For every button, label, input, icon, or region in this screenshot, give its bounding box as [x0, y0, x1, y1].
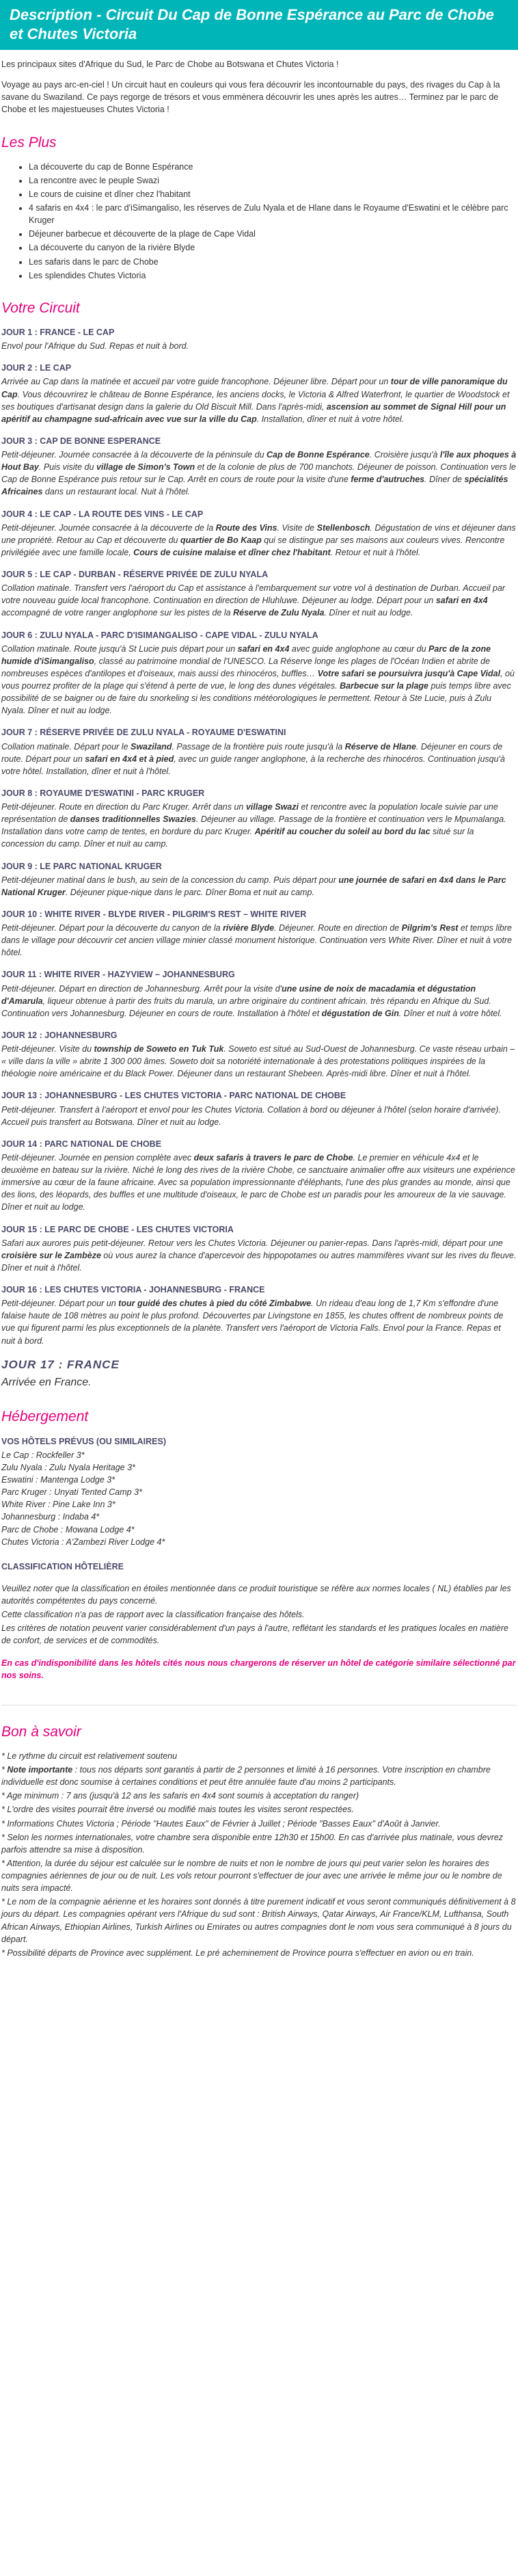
info-line: * Possibilité départs de Province avec supplément. Le pré acheminement de Province pourra s'effectuer en avion ou en train.	[1, 1948, 474, 1958]
plus-item: • La rencontre avec le peuple Swazi	[29, 174, 517, 187]
info-line: * Le rythme du circuit est relativement soutenu	[1, 1751, 178, 1761]
day-title: JOUR 10 : WHITE RIVER - BLYDE RIVER - PILGRIM'S REST – WHITE RIVER	[1, 909, 307, 919]
classification-line: Veuillez noter que la classification en étoiles mentionnée dans ce produit touristique se réfère aux normes locales ( NL) établies par les autorités compétentes du pays concerné.	[1, 1583, 511, 1606]
day-description: Petit-déjeuner. Journée consacrée à la découverte de la Route des Vins. Visite de Stellenbosch. Dégustation de vins et déjeuner dans une propriété. Retour au Cap et découverte du quartier de Bo Kaap qui se distingue par ses maisons aux couleurs vives. Rencontre privilégiée avec une famille locale, Cours de cuisine malaise et dîner chez l'habitant. Retour et nuit à l'hôtel.	[1, 522, 516, 557]
day-title: JOUR 3 : CAP DE BONNE ESPERANCE	[1, 436, 161, 446]
day-description: Petit-déjeuner. Journée consacrée à la découverte de la péninsule du Cap de Bonne Espérance. Croisière jusqu'à l'île aux phoques à Hout Bay. Puis visite du village de Simon's Town et de la colonie de plus de 700 manchots. Déjeuner de poisson. Continuation vers le Cap de Bonne Espérance puis retour sur le Cap. Arrêt en cours de route pour la visite d'une ferme d'autruches. Dîner de spécialités Africaines dans un restaurant local. Nuit à l'hôtel.	[1, 450, 517, 497]
day-block	[1, 1284, 517, 1347]
classification-line: Cette classification n'a pas de rapport avec la classification française des hôtels.	[1, 1610, 305, 1620]
day-description: Petit-déjeuner. Route en direction du Parc Kruger. Arrêt dans un village Swazi et rencontre avec la population locale suivie par une représentation de danses traditionnelles Swazies. Déjeuner au village. Passage de la frontière et continuation vers le Mpumalanga. Installation dans votre camp de tentes, en bordure du parc Kruger. Apéritif au coucher du soleil au bord du lac situé sur la concession du camp. Dîner et nuit au camp.	[1, 802, 506, 849]
day-block	[1, 629, 517, 717]
day-block	[1, 1138, 517, 1214]
info-line: * L'ordre des visites pourrait être inversé ou modifié mais toutes les visites seront respectées.	[1, 1805, 354, 1815]
classification-text	[1, 1582, 517, 1647]
day-block	[1, 860, 517, 899]
hotel-item: Parc de Chobe : Mowana Lodge 4*	[1, 1524, 135, 1535]
hotel-item: Eswatini : Mantenga Lodge 3*	[1, 1475, 115, 1485]
plus-list	[29, 161, 517, 282]
classification-title: CLASSIFICATION HÔTELIÈRE	[1, 1561, 124, 1571]
hebergement-heading: Hébergement	[1, 1409, 89, 1425]
bon-a-savoir-heading: Bon à savoir	[1, 1723, 81, 1740]
plus-item: • La découverte du cap de Bonne Espérance	[29, 161, 517, 173]
day-title: JOUR 15 : LE PARC DE CHOBE - LES CHUTES VICTORIA	[1, 1224, 234, 1234]
hotel-item: Parc Kruger : Unyati Tented Camp 3*	[1, 1487, 142, 1498]
info-line: * Informations Chutes Victoria ; Période "Hautes Eaux" de Février à Juillet ; Période "Basses Eaux" d'Août à Janvier.	[1, 1818, 441, 1829]
info-line: * Selon les normes internationales, votre chambre sera disponible entre 12h30 et 15h00. En cas d'arrivée plus matinale, vous devrez parfois attendre sa mise à disposition.	[1, 1832, 504, 1855]
hotels-list	[1, 1449, 517, 1548]
day-block	[1, 1089, 517, 1128]
day-description: Petit-déjeuner. Départ en direction de Johannesburg. Arrêt pour la visite d'une usine de noix de macadamia et dégustation d'Amarula, liqueur obtenue à partir des fruits du marula, un arbre originaire du continent africain. très répandu en Afrique du Sud. Continuation vers Johannesburg. Déjeuner en cours de route. Installation à l'hôtel et dégustation de Gin. Dîner et nuit à votre hôtel.	[1, 983, 502, 1018]
day-block	[1, 435, 517, 499]
hotel-item: Chutes Victoria : A'Zambezi River Lodge 4*	[1, 1537, 165, 1547]
day-block	[1, 568, 517, 620]
day-description: Petit-déjeuner. Visite du township de Soweto en Tuk Tuk. Soweto est situé au Sud-Ouest de Johannesburg. Ce vaste réseau urbain – « ville dans la ville » abrite 1 300 000 âmes. Soweto doit sa notoriété internationale à des protestations politiques inspirées de la théologie noire américaine et du Black Power. Déjeuner dans un restaurant Shebeen. Après-midi libre. Dîner et nuit à l'hôtel.	[1, 1044, 515, 1079]
info-line: * Note importante : tous nos départs sont garantis à partir de 2 personnes et limité à 16 personnes. Votre inscription en chambre individuelle est donc soumise à certaines conditions et peut être annulée faute d'au moins 2 participants.	[1, 1765, 491, 1788]
day-description: Petit-déjeuner. Départ pour un tour guidé des chutes à pied du côté Zimbabwe. Un rideau d'eau long de 1,7 Km s'effondre d'une falaise haute de 108 mètres au point le plus profond. Découvertes par Livingstone en 1855, les chutes offrent de nombreux points de vue qui figurent parmi les plus exceptionnels de la planète. Transfert vers l'aéroport de Victoria Falls. Envol pour la France. Repas et nuit à bord.	[1, 1299, 504, 1346]
day-description: Petit-déjeuner. Journée en pension complète avec deux safaris à travers le parc de Chobe. Le premier en véhicule 4x4 et le deuxième en bateau sur la rivière. Niché le long des rives de la rivière Chobe, ce sanctuaire animalier offre aux visiteurs une expérience immersive au cœur de la faune africaine. Avec sa population impressionnante d'éléphants, l'une des plus grandes au monde, ainsi que des lions, des léopards, des buffles et une multitude d'oiseaux, le parc de Chobe est un paradis pour les amoureux de la vie sauvage. Dîner et nuit au lodge.	[1, 1152, 515, 1212]
day-title: JOUR 4 : LE CAP - LA ROUTE DES VINS - LE CAP	[1, 509, 204, 519]
plus-item: • 4 safaris en 4x4 : le parc d'iSimangaliso, les réserves de Zulu Nyala et de Hlane dans le Royaume d'Eswatini et le célèbre parc Kruger	[29, 202, 517, 226]
circuit-heading: Votre Circuit	[1, 300, 80, 316]
hotel-item: Johannesburg : Indaba 4*	[1, 1512, 100, 1522]
day-title: JOUR 11 : WHITE RIVER - HAZYVIEW – JOHANNESBURG	[1, 970, 235, 980]
day-block	[1, 1357, 517, 1391]
day-description: Collation matinale. Route jusqu'à St Lucie puis départ pour un safari en 4x4 avec guide anglophone au cœur du Parc de la zone humide d'iSimangaliso, classé au patrimoine mondial de l'UNESCO. La Réserve longe les plages de l'Océan Indien et abrite de nombreuses espèces d'antilopes et d'oiseaux, mais aussi des rhinocéros, buffles… Votre safari se poursuivra jusqu'à Cape Vidal, où vous pourrez profiter de la plage qui s'étend à perte de vue, le long des dunes végétales. Barbecue sur la plage puis temps libre avec possibilité de se baigner ou de faire du snorkeling si les conditions météorologiques le permettent. Retour à Ste Lucie, puis à Zulu Nyala. Dîner et nuit au lodge.	[1, 643, 515, 716]
intro	[1, 58, 517, 116]
plus-heading: Les Plus	[1, 134, 57, 150]
day-title: JOUR 8 : ROYAUME D'ESWATINI - PARC KRUGER	[1, 788, 205, 798]
day-block	[1, 326, 517, 352]
plus-item: • Les safaris dans le parc de Chobe	[29, 256, 517, 268]
intro-subtitle: Les principaux sites d'Afrique du Sud, le Parc de Chobe au Botswana et Chutes Victoria !	[1, 59, 339, 69]
plus-item: • Le cours de cuisine et dîner chez l'habitant	[29, 188, 517, 200]
plus-item: • Déjeuner barbecue et découverte de la plage de Cape Vidal	[29, 228, 517, 240]
info-line: * Attention, la durée du séjour est calculée sur le nombre de nuits et non le nombre de jours qui peut varier selon les horaires des compagnies aériennes de jour ou de nuit. Les vols retour pourront s'effectuer de jour avec une arrivée le même jour ou le nombre de nuits sera impacté.	[1, 1858, 502, 1894]
day-description: Collation matinale. Transfert vers l'aéroport du Cap et assistance à l'embarquement sur votre vol à destination de Durban. Accueil par votre nouveau guide local francophone. Continuation en direction de Hluhluwe. Déjeuner au lodge. Départ pour un safari en 4x4 accompagné de votre ranger anglophone sur les pistes de la Réserve de Zulu Nyala. Dîner et nuit au lodge.	[1, 583, 506, 618]
day-description: Petit-déjeuner. Transfert à l'aéroport et envol pour les Chutes Victoria. Collation à bord ou déjeuner à l'hôtel (selon horaire d'arrivée). Accueil puis transfert au Botswana. Dîner et nuit au lodge.	[1, 1104, 501, 1127]
day-title: JOUR 12 : JOHANNESBURG	[1, 1030, 118, 1040]
plus-item: • Les splendides Chutes Victoria	[29, 269, 517, 282]
day-block	[1, 968, 517, 1020]
day-block	[1, 362, 517, 425]
day-description: Arrivée en France.	[1, 1377, 92, 1389]
day-description: Safari aux aurores puis petit-déjeuner. Retour vers les Chutes Victoria. Déjeuner ou panier-repas. Dans l'après-midi, départ pour une croisière sur le Zambèze où vous aurez la chance d'apercevoir des hippopotames ou autres mammifères vivant sur les rives du fleuve. Dîner et nuit à l'hôtel.	[1, 1238, 517, 1273]
day-block	[1, 787, 517, 851]
day-block	[1, 1029, 517, 1080]
day-title: JOUR 6 : ZULU NYALA - PARC D'ISIMANGALISO - CAPE VIDAL - ZULU NYALA	[1, 630, 318, 640]
day-block	[1, 508, 517, 559]
day-block	[1, 726, 517, 778]
day-description: Collation matinale. Départ pour le Swaziland. Passage de la frontière puis route jusqu'à la Réserve de Hlane. Déjeuner en cours de route. Départ pour un safari en 4x4 et à pied, avec un guide ranger anglophone, à la recherche des rhinocéros. Continuation jusqu'à votre hôtel. Installation, dîner et nuit à l'hôtel.	[1, 741, 505, 776]
day-title: JOUR 2 : LE CAP	[1, 363, 72, 373]
day-description: Petit-déjeuner. Départ pour la découverte du canyon de la rivière Blyde. Déjeuner. Route en direction de Pilgrim's Rest et temps libre dans le village pour découvrir cet ancien village minier classé monument historique. Continuation vers White River. Dîner et nuit à votre hôtel.	[1, 923, 513, 958]
classification-line: Les critères de notation peuvent varier considérablement d'un pays à l'autre, reflétant les standards et les pratiques locales en matière de confort, de services et de commodités.	[1, 1623, 508, 1646]
availability-note: En cas d'indisponibilité dans les hôtels cités nous nous chargerons de réserver un hôtel de catégorie similaire sélectionné par nos soins.	[1, 1658, 516, 1680]
day-block	[1, 1223, 517, 1275]
itinerary	[1, 326, 517, 1390]
day-title: JOUR 16 : LES CHUTES VICTORIA - JOHANNESBURG - FRANCE	[1, 1285, 265, 1294]
hotel-item: Zulu Nyala : Zulu Nyala Heritage 3*	[1, 1462, 135, 1472]
day-title: JOUR 17 : FRANCE	[1, 1357, 120, 1371]
day-description: Petit-déjeuner matinal dans le bush, au sein de la concession du camp. Puis départ pour une journée de safari en 4x4 dans le Parc National Kruger. Déjeuner pique-nique dans le parc. Dîner Boma et nuit au camp.	[1, 875, 506, 897]
day-title: JOUR 14 : PARC NATIONAL DE CHOBE	[1, 1139, 162, 1149]
plus-item: • La découverte du canyon de la rivière Blyde	[29, 241, 517, 254]
hotel-item: White River : Pine Lake Inn 3*	[1, 1500, 115, 1510]
day-description: Arrivée au Cap dans la matinée et accueil par votre guide francophone. Déjeuner libre. Départ pour un tour de ville panoramique du Cap. Vous découvrirez le château de Bonne Espérance, les anciens docks, le Victoria & Alfred Waterfront, le quartier de Woodstock et ses boutiques d'artisanat design dans la galerie du Old Biscuit Mill. Dans l'après-midi, ascension au sommet de Signal Hill pour un apéritif au champagne sud-africain avec vue sur la ville du Cap. Installation, dîner et nuit à votre hôtel.	[1, 377, 510, 424]
day-title: JOUR 1 : FRANCE - LE CAP	[1, 328, 115, 337]
info-line: * Age minimum : 7 ans (jusqu'à 12 ans les safaris en 4x4 sont soumis à acceptation du ranger)	[1, 1791, 359, 1801]
hotels-title: VOS HÔTELS PRÉVUS (OU SIMILAIRES)	[1, 1436, 166, 1446]
content	[0, 58, 518, 1959]
info-line: * Le nom de la compagnie aérienne et les horaires sont donnés à titre purement indicatif et vous seront communiqués définitivement à 8 jours du départ. Les compagnies opérant vers l'Afrique du sud sont : British Airways, Qatar Airways, Air France/KLM, Lufthansa, South African Airways, Ethiopian Airlines, Turkish Airlines ou Emirates ou autres compagnies dont le nom vous sera communiqué à 8 jours du départ.	[1, 1897, 516, 1944]
day-block	[1, 908, 517, 959]
day-title: JOUR 7 : RÉSERVE PRIVÉE DE ZULU NYALA - ROYAUME D'ESWATINI	[1, 728, 286, 738]
day-description: Envol pour l'Afrique du Sud. Repas et nuit à bord.	[1, 341, 189, 351]
intro-text: Voyage au pays arc-en-ciel ! Un circuit haut en couleurs qui vous fera découvrir les incontournable du pays, des rivages du Cap à la savane du Swaziland. Ce pays regorge de trésors et vous emmènera découvrir les unes après les autres… Terminez par le parc de Chobe et les majestueuses Chutes Victoria !	[1, 80, 500, 115]
day-title: JOUR 13 : JOHANNESBURG - LES CHUTES VICTORIA - PARC NATIONAL DE CHOBE	[1, 1091, 346, 1101]
day-title: JOUR 5 : LE CAP - DURBAN - RÉSERVE PRIVÉE DE ZULU NYALA	[1, 570, 269, 579]
page-title: Description - Circuit Du Cap de Bonne Espérance au Parc de Chobe et Chutes Victoria	[0, 0, 518, 50]
hotel-item: Le Cap : Rockfeller 3*	[1, 1450, 85, 1460]
day-title: JOUR 9 : LE PARC NATIONAL KRUGER	[1, 861, 162, 871]
bon-a-savoir-list	[1, 1750, 517, 1959]
